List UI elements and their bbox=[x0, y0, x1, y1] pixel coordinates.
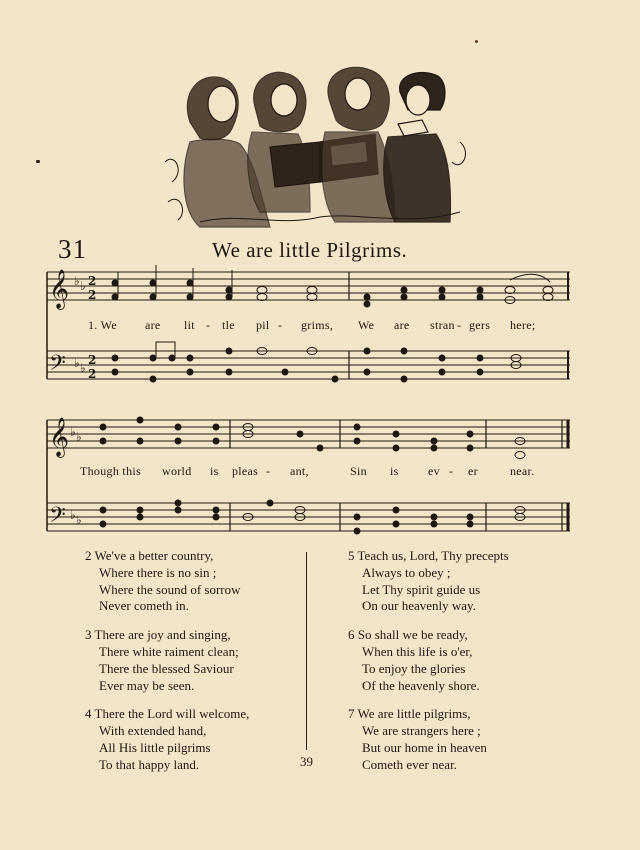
verse-7 bbox=[348, 706, 509, 773]
lyric-word: - bbox=[457, 318, 462, 332]
verse-4 bbox=[85, 706, 249, 773]
verse-line: 4 There the Lord will welcome, bbox=[85, 706, 250, 722]
verse-3 bbox=[85, 627, 249, 694]
verse-6 bbox=[348, 627, 509, 694]
verse-line: To enjoy the glories bbox=[362, 660, 466, 676]
lyric-word: is bbox=[390, 464, 399, 478]
lyric-word: - bbox=[278, 318, 283, 332]
lyric-word: - bbox=[206, 318, 211, 332]
verse-line: 2 We've a better country, bbox=[85, 548, 214, 563]
staff-2-treble bbox=[47, 420, 570, 448]
lyric-word: near. bbox=[510, 464, 535, 478]
lyric-word: - bbox=[266, 464, 271, 478]
verse-line: When this life is o'er, bbox=[362, 643, 473, 659]
lyric-word: are bbox=[394, 318, 410, 332]
lyric-word: pil bbox=[256, 318, 270, 332]
verse-line: Never cometh in. bbox=[99, 598, 189, 614]
verse-line: On our heavenly way. bbox=[362, 598, 476, 614]
verse-line: 6 So shall we be ready, bbox=[348, 627, 468, 643]
svg-text:♭: ♭ bbox=[74, 274, 80, 288]
lyric-word: 1. We bbox=[88, 318, 117, 332]
lyric-word: gers bbox=[469, 318, 491, 332]
lyric-word: er bbox=[468, 464, 478, 478]
lyric-word: Though this bbox=[80, 464, 141, 478]
verse-line: Let Thy spirit guide us bbox=[362, 581, 481, 597]
svg-text:2: 2 bbox=[88, 288, 97, 302]
lyric-word: grims, bbox=[301, 318, 334, 332]
column-divider bbox=[306, 552, 307, 750]
lyric-word: lit bbox=[184, 318, 195, 332]
svg-text:♭: ♭ bbox=[74, 356, 80, 370]
lyric-word: here; bbox=[510, 318, 536, 332]
lyric-word: pleas bbox=[232, 464, 259, 478]
lyric-word: We bbox=[358, 318, 375, 332]
verse-line: Where there is no sin ; bbox=[99, 564, 217, 580]
verse-line: We are strangers here ; bbox=[362, 723, 481, 739]
lyric-word: Sin bbox=[350, 464, 367, 478]
svg-text:♭: ♭ bbox=[70, 425, 76, 439]
verse-line: All His little pilgrims bbox=[99, 739, 211, 755]
verse-line: Where the sound of sorrow bbox=[99, 581, 241, 597]
staff-2-bass bbox=[47, 503, 570, 531]
verses-left-column bbox=[85, 548, 249, 786]
bass-clef-icon: 𝄢 bbox=[49, 503, 66, 533]
verse-line: Of the heavenly shore. bbox=[362, 677, 480, 693]
lyric-word: ant, bbox=[290, 464, 309, 478]
staff-1-treble bbox=[47, 272, 570, 300]
svg-text:♭: ♭ bbox=[76, 513, 82, 527]
notes-s1-bass bbox=[112, 342, 521, 382]
treble-clef-icon: 𝄞 bbox=[49, 417, 70, 457]
lyric-word: is bbox=[210, 464, 219, 478]
staff-1-bass bbox=[47, 351, 570, 379]
lyric-word: - bbox=[449, 464, 454, 478]
lyric-word: are bbox=[145, 318, 161, 332]
svg-text:♭: ♭ bbox=[80, 279, 86, 293]
notes-s2-treble bbox=[100, 417, 525, 459]
verse-5 bbox=[348, 548, 509, 615]
lyric-word: ev bbox=[428, 464, 440, 478]
bass-clef-icon: 𝄢 bbox=[49, 351, 66, 381]
verse-2 bbox=[85, 548, 249, 615]
lyric-word: stran bbox=[430, 318, 455, 332]
verse-line: There white raiment clean; bbox=[99, 643, 239, 659]
verse-line: But our home in heaven bbox=[362, 739, 487, 755]
verse-line: Ever may be seen. bbox=[99, 677, 195, 693]
verses-right-column bbox=[348, 548, 509, 786]
verse-line: With extended hand, bbox=[99, 723, 207, 739]
svg-text:♭: ♭ bbox=[76, 430, 82, 444]
verse-line: There the blessed Saviour bbox=[99, 660, 234, 676]
verse-line: 7 We are little pilgrims, bbox=[348, 706, 471, 722]
hymn-title: We are little Pilgrims. bbox=[212, 238, 408, 262]
svg-text:♭: ♭ bbox=[70, 508, 76, 522]
treble-clef-icon: 𝄞 bbox=[49, 269, 70, 309]
lyric-word: world bbox=[162, 464, 192, 478]
verse-line: 5 Teach us, Lord, Thy precepts bbox=[348, 548, 509, 563]
svg-text:2: 2 bbox=[88, 274, 97, 288]
svg-text:♭: ♭ bbox=[80, 361, 86, 375]
verse-line: To that happy land. bbox=[99, 756, 200, 772]
lyric-word: tle bbox=[222, 318, 235, 332]
verse-line: 3 There are joy and singing, bbox=[85, 627, 231, 643]
verse-line: Cometh ever near. bbox=[362, 756, 457, 772]
verse-line: Always to obey ; bbox=[362, 564, 451, 580]
svg-text:2: 2 bbox=[88, 353, 97, 367]
svg-text:2: 2 bbox=[88, 367, 97, 381]
page-number: 39 bbox=[300, 754, 313, 769]
hymn-number: 31 bbox=[58, 234, 87, 264]
